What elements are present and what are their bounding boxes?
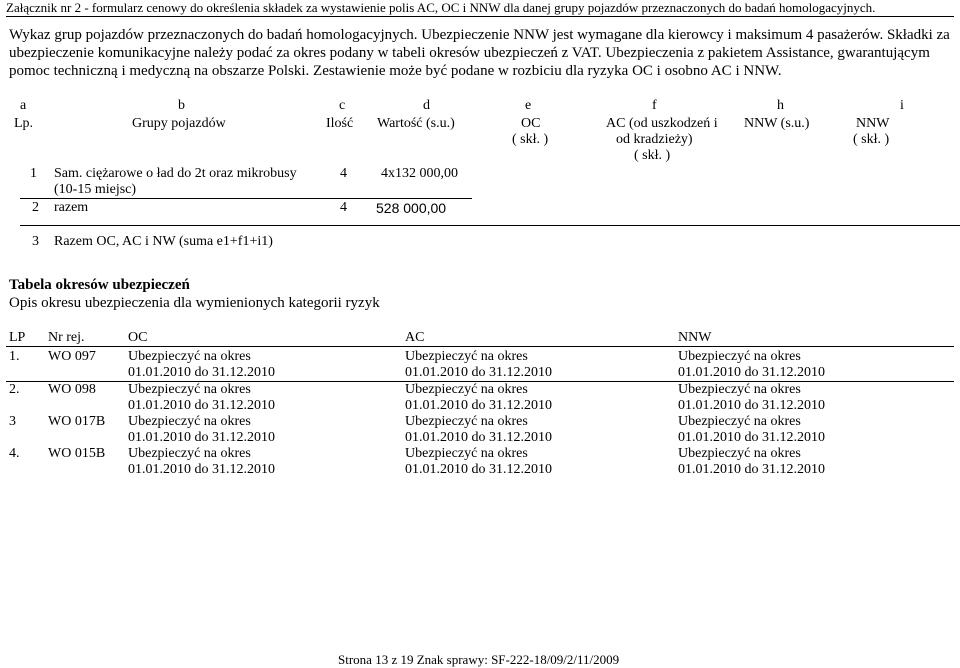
period-row2-oc-dates: 01.01.2010 do 31.12.2010: [128, 398, 275, 413]
header-nnw-su: NNW (s.u.): [744, 116, 810, 131]
col-letter-c: c: [339, 98, 346, 113]
page-footer: Strona 13 z 19 Znak sprawy: SF-222-18/09/2/11/2009: [338, 652, 620, 667]
header-ac-line2: od kradzieży): [616, 132, 693, 147]
row-divider: [20, 198, 472, 199]
intro-line-1: Wykaz grup pojazdów przeznaczonych do badań homologacyjnych. Ubezpieczenie NNW jest wymagane dla kierowcy i maksimum 4 pasażerów. Składki za: [9, 27, 950, 43]
header-qty: Ilość: [326, 116, 354, 131]
period-row1-nnw-dates: 01.01.2010 do 31.12.2010: [678, 365, 825, 380]
period-row2-ac: Ubezpieczyć na okres: [405, 382, 528, 397]
period-row4-nnw: Ubezpieczyć na okres: [678, 446, 801, 461]
row2-value: 528 000,00: [376, 200, 447, 216]
period-row3-nnw-dates: 01.01.2010 do 31.12.2010: [678, 430, 825, 445]
row1-group: Sam. ciężarowe o ład do 2t oraz mikrobusy: [54, 166, 297, 181]
col-letter-f: f: [652, 98, 657, 113]
period-row2-lp: 2.: [9, 382, 20, 397]
row2-group: razem: [54, 200, 89, 215]
period-row1-oc-dates: 01.01.2010 do 31.12.2010: [128, 365, 275, 380]
period-row1-nnw: Ubezpieczyć na okres: [678, 349, 801, 364]
periods-header-lp: LP: [9, 330, 26, 345]
period-row4-oc: Ubezpieczyć na okres: [128, 446, 251, 461]
period-row2-oc: Ubezpieczyć na okres: [128, 382, 251, 397]
period-row2-reg: WO 098: [48, 382, 96, 397]
header-oc-unit: ( skł. ): [512, 132, 549, 147]
row3-lp: 3: [32, 234, 39, 249]
col-letter-h: h: [777, 98, 784, 113]
period-row1-reg: WO 097: [48, 349, 96, 364]
row1-lp: 1: [30, 166, 37, 181]
period-row3-reg: WO 017B: [48, 414, 106, 429]
col-letter-a: a: [20, 98, 27, 113]
period-row2-ac-dates: 01.01.2010 do 31.12.2010: [405, 398, 552, 413]
annex-title: Załącznik nr 2 - formularz cenowy do określenia składek za wystawienie polis AC, OC i NNW dla danej grupy pojazdów przeznaczonych do badań homologacyjnych.: [6, 0, 876, 15]
row1-group-seats: (10-15 miejsc): [54, 182, 137, 197]
header-value: Wartość (s.u.): [377, 116, 455, 131]
row3-group: Razem OC, AC i NW (suma e1+f1+i1): [54, 234, 273, 249]
header-oc: OC: [521, 116, 541, 131]
col-letter-i: i: [900, 98, 904, 113]
header-ac: AC (od uszkodzeń i: [606, 116, 718, 131]
header-lp: Lp.: [14, 116, 34, 131]
periods-header-rule: [6, 346, 954, 347]
intro-line-2: ubezpieczenie komunikacyjne należy podać za okres podany w tabeli okresów ubezpieczeń z VAT. Ubezpieczenia z pakietem Assistance, gwarantującym: [9, 45, 930, 61]
periods-header-ac: AC: [405, 330, 425, 345]
header-ac-unit: ( skł. ): [634, 148, 671, 163]
row2-lp: 2: [32, 200, 39, 215]
period-row3-oc: Ubezpieczyć na okres: [128, 414, 251, 429]
period-row4-ac-dates: 01.01.2010 do 31.12.2010: [405, 462, 552, 477]
col-letter-e: e: [525, 98, 532, 113]
period-row4-lp: 4.: [9, 446, 20, 461]
periods-title: Tabela okresów ubezpieczeń: [9, 277, 190, 293]
period-row3-lp: 3: [9, 414, 16, 429]
period-row4-reg: WO 015B: [48, 446, 106, 461]
period-row3-nnw: Ubezpieczyć na okres: [678, 414, 801, 429]
col-letter-b: b: [178, 98, 185, 113]
periods-header-nnw: NNW: [678, 330, 712, 345]
periods-header-oc: OC: [128, 330, 148, 345]
header-nnw-unit: ( skł. ): [853, 132, 890, 147]
period-row4-nnw-dates: 01.01.2010 do 31.12.2010: [678, 462, 825, 477]
intro-line-3: pomoc techniczną i medyczną na obszarze Polski. Zestawienie może być podane w rozbiciu dla ryzyka OC i osobno AC i NNW.: [9, 63, 782, 79]
header-nnw: NNW: [856, 116, 890, 131]
period-row2-nnw-dates: 01.01.2010 do 31.12.2010: [678, 398, 825, 413]
row1-qty: 4: [340, 166, 347, 181]
period-row3-ac-dates: 01.01.2010 do 31.12.2010: [405, 430, 552, 445]
period-row1-ac: Ubezpieczyć na okres: [405, 349, 528, 364]
header-group: Grupy pojazdów: [132, 116, 226, 131]
period-row1-lp: 1.: [9, 349, 20, 364]
period-row4-oc-dates: 01.01.2010 do 31.12.2010: [128, 462, 275, 477]
period-row1-oc: Ubezpieczyć na okres: [128, 349, 251, 364]
row-divider: [20, 225, 960, 226]
period-row2-nnw: Ubezpieczyć na okres: [678, 382, 801, 397]
period-row4-ac: Ubezpieczyć na okres: [405, 446, 528, 461]
periods-subtitle: Opis okresu ubezpieczenia dla wymienionych kategorii ryzyk: [9, 295, 380, 311]
header-rule: [6, 16, 954, 17]
period-row3-ac: Ubezpieczyć na okres: [405, 414, 528, 429]
row2-qty: 4: [340, 200, 347, 215]
col-letter-d: d: [423, 98, 430, 113]
period-row1-ac-dates: 01.01.2010 do 31.12.2010: [405, 365, 552, 380]
period-row3-oc-dates: 01.01.2010 do 31.12.2010: [128, 430, 275, 445]
periods-header-reg: Nr rej.: [48, 330, 85, 345]
row1-value: 4x132 000,00: [381, 166, 458, 181]
